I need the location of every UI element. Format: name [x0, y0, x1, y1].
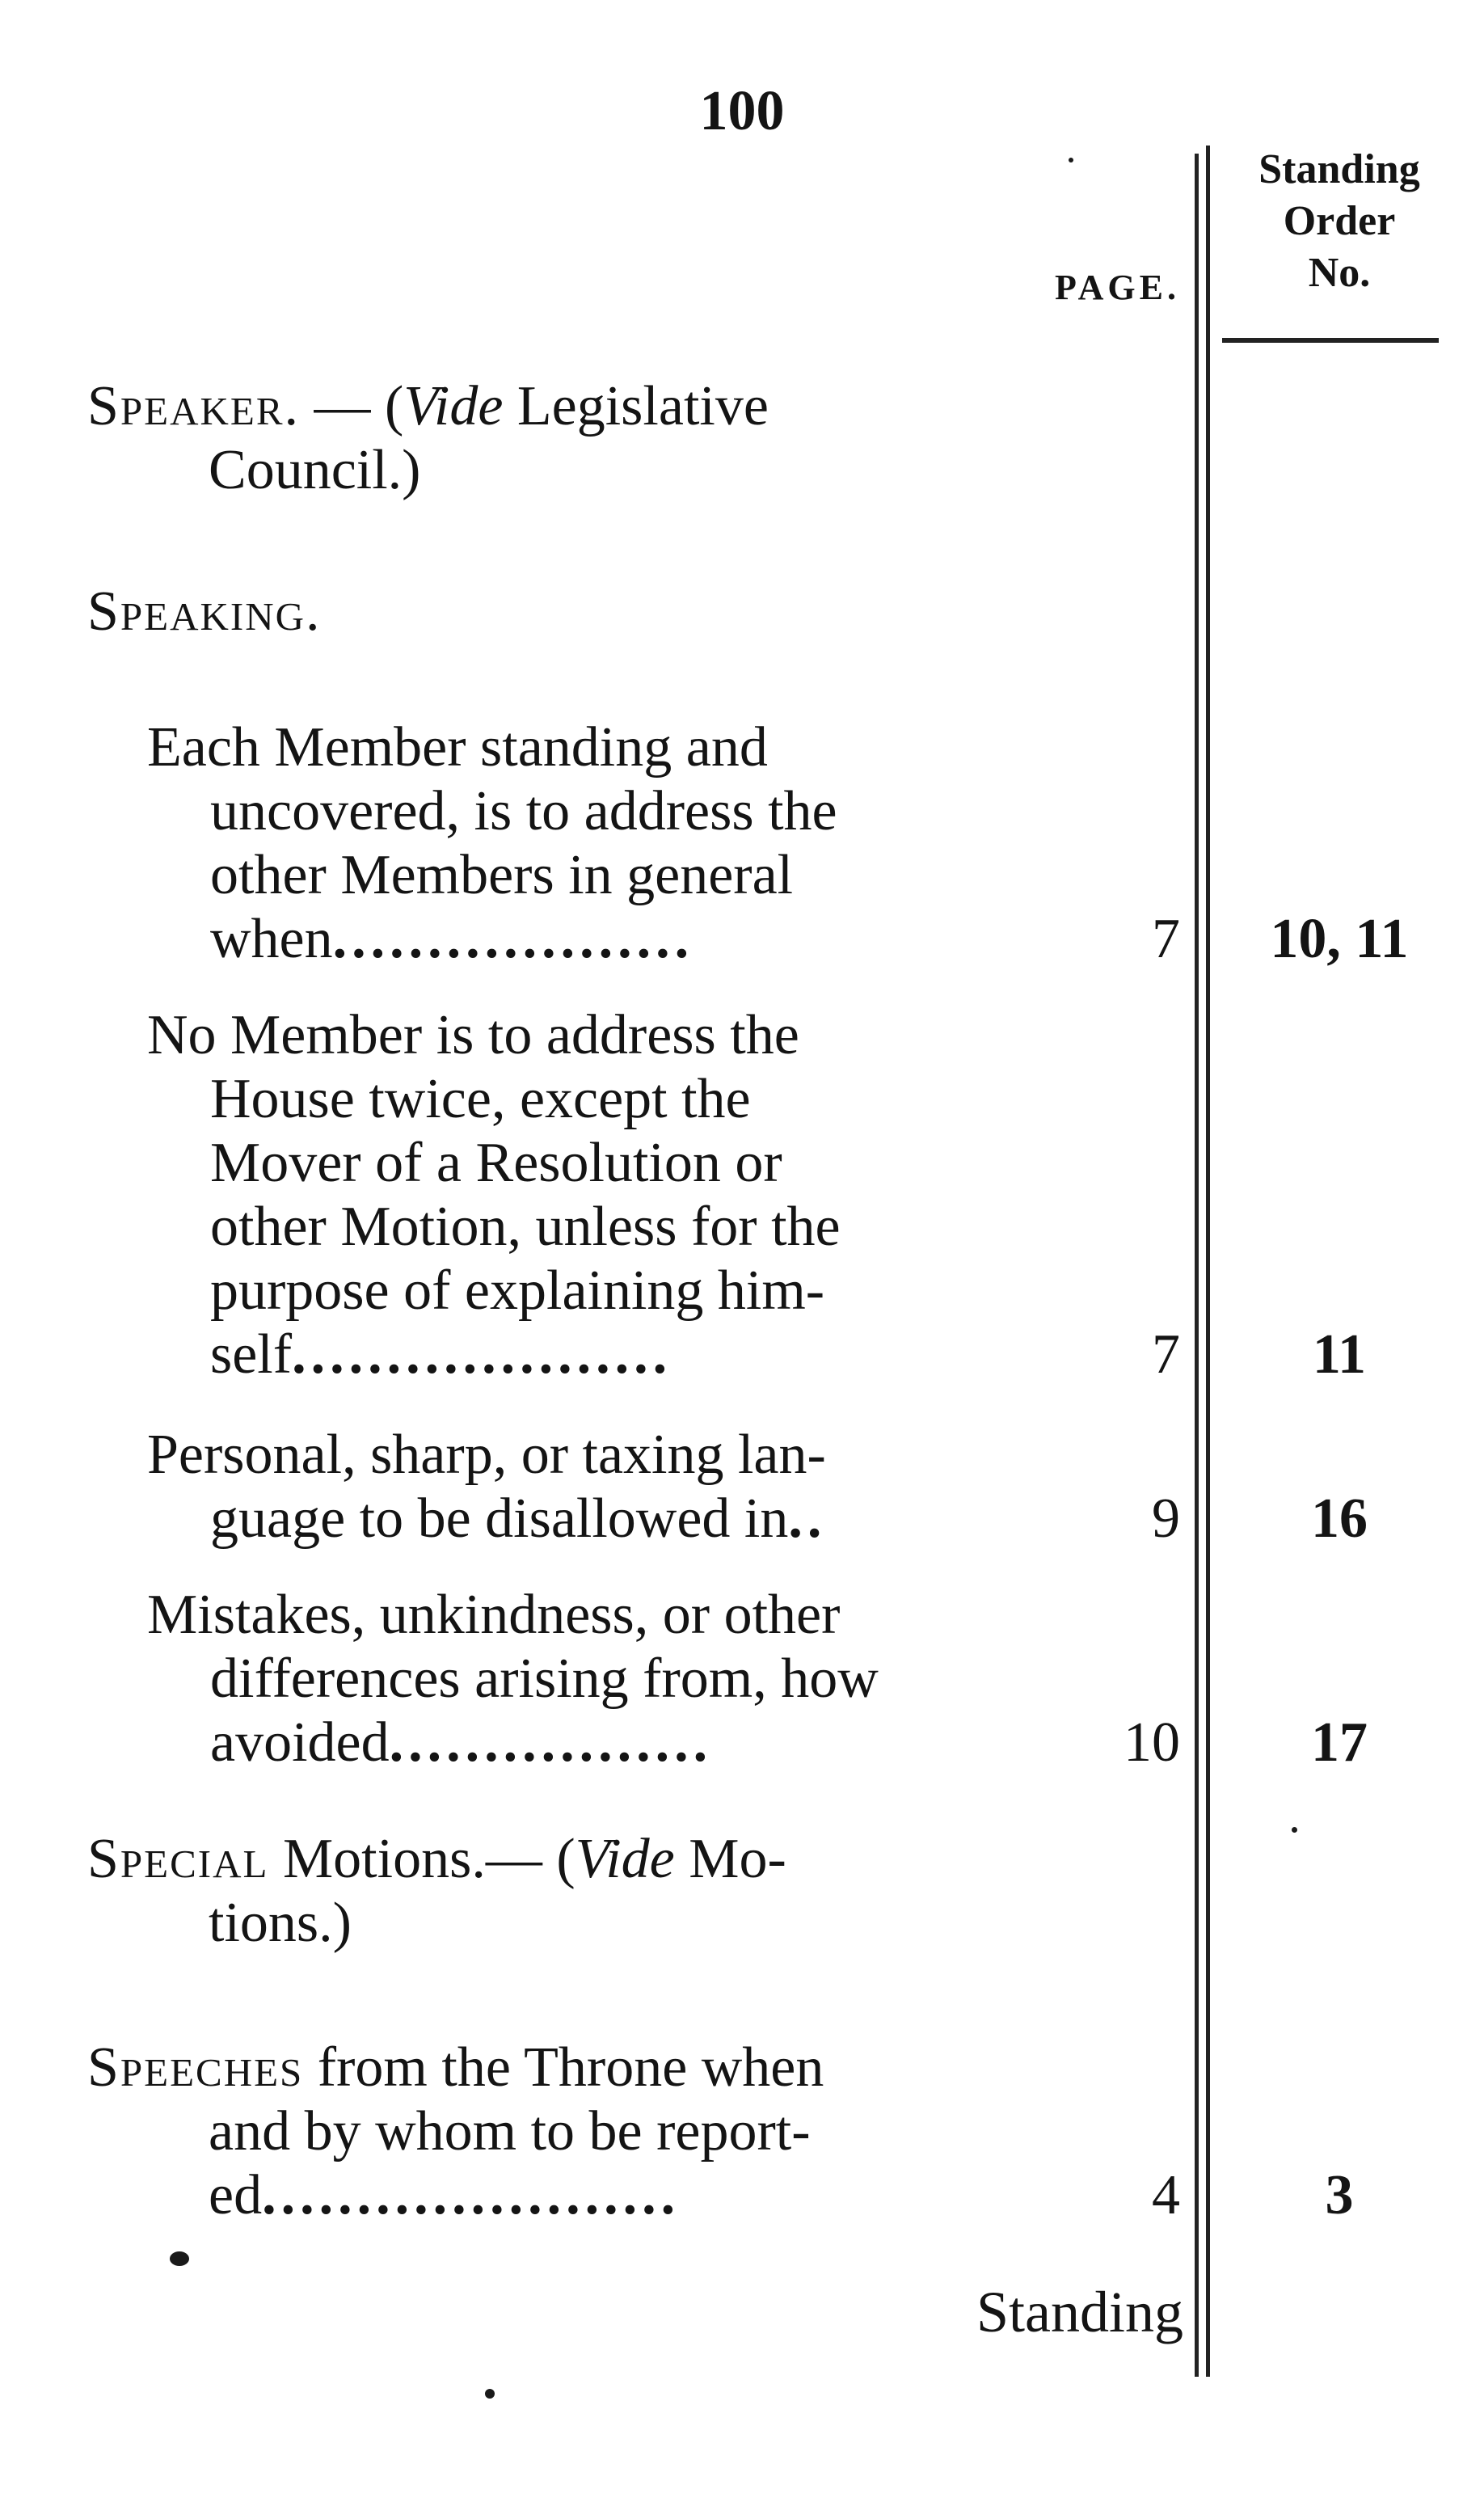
sub-entry — [147, 1583, 997, 1774]
dot-leader: ................... — [332, 908, 694, 970]
ink-speck — [1069, 158, 1073, 162]
entry-heading: Speeches — [87, 2036, 304, 2099]
entry-line: Mistakes, unkindness, or other — [147, 1584, 841, 1646]
dot-leader: .. — [788, 1487, 827, 1550]
index-entry-speaking — [87, 580, 993, 643]
sub-entry — [147, 1003, 997, 1386]
entry-heading: Speaker. — [87, 375, 300, 437]
page-reference: 10 — [1124, 1711, 1180, 1774]
entry-continuation: tions.) — [209, 1892, 352, 1954]
entry-heading: Special — [87, 1828, 269, 1890]
entry-line: differences arising from, how — [210, 1648, 879, 1710]
entry-line: ed — [209, 2164, 263, 2226]
entry-line: guage to be disallowed in — [210, 1487, 789, 1550]
entry-line: Each Member standing and — [147, 716, 768, 779]
standing-order-header-line: No. — [1308, 250, 1371, 296]
entry-text: Legislative — [503, 375, 769, 437]
entry-text: Motions.— ( — [268, 1828, 575, 1890]
entry-line: when — [210, 908, 333, 970]
entry-line: No Member is to address the — [147, 1004, 799, 1066]
page-number: 100 — [699, 80, 785, 142]
entry-line: Mover of a Resolution or — [210, 1132, 782, 1194]
ink-speck — [1292, 1827, 1297, 1833]
sub-entry — [147, 715, 997, 971]
dot-leader: ................. — [389, 1711, 713, 1774]
standing-order-reference: 16 — [1311, 1487, 1368, 1550]
index-entry-speeches — [87, 2036, 993, 2227]
entry-line: other Members in general — [210, 844, 794, 906]
dot-leader: ...................... — [262, 2164, 681, 2226]
standing-order-reference: 10, 11 — [1270, 908, 1409, 970]
page-reference: 9 — [1152, 1487, 1180, 1550]
standing-order-reference: 3 — [1325, 2164, 1354, 2226]
standing-order-header-line: Order — [1283, 198, 1396, 244]
standing-order-reference: 11 — [1312, 1323, 1367, 1386]
page-reference: 4 — [1152, 2164, 1180, 2226]
entry-heading: Speaking. — [87, 580, 322, 643]
vide-reference: Vide — [575, 1828, 675, 1890]
index-entry-speaker — [87, 374, 993, 502]
entry-line: and by whom to be report- — [209, 2100, 811, 2163]
entry-line: Personal, sharp, or taxing lan- — [147, 1424, 826, 1486]
ink-speck — [485, 2389, 495, 2399]
entry-text: — ( — [300, 375, 404, 437]
standing-order-header-rule — [1222, 338, 1439, 343]
page-reference: 7 — [1152, 1323, 1180, 1386]
entry-text: Mo- — [674, 1828, 786, 1890]
dot-leader: .................... — [292, 1323, 672, 1386]
catchword: Standing — [976, 2280, 1183, 2344]
page-column-header: PAGE. — [1055, 268, 1180, 307]
entry-continuation: Council.) — [209, 439, 421, 501]
standing-order-reference: 17 — [1311, 1711, 1368, 1774]
entry-line: self — [210, 1323, 293, 1386]
page-column-rule-left — [1195, 154, 1199, 2377]
page-column-rule-right — [1206, 146, 1210, 2377]
vide-reference: Vide — [403, 375, 504, 437]
entry-line: House twice, except the — [210, 1068, 751, 1130]
entry-text: from the Throne when — [303, 2036, 824, 2099]
page-reference: 7 — [1152, 908, 1180, 970]
sub-entry — [147, 1423, 997, 1551]
index-entry-special-motions — [87, 1827, 993, 1955]
standing-order-header-line: Standing — [1258, 146, 1420, 192]
entry-line: uncovered, is to address the — [210, 780, 837, 842]
ink-blot — [170, 2251, 189, 2266]
entry-line: other Motion, unless for the — [210, 1196, 841, 1258]
standing-order-column-header — [1222, 144, 1457, 299]
entry-line: purpose of explaining him- — [210, 1260, 825, 1322]
entry-line: avoided — [210, 1711, 390, 1774]
